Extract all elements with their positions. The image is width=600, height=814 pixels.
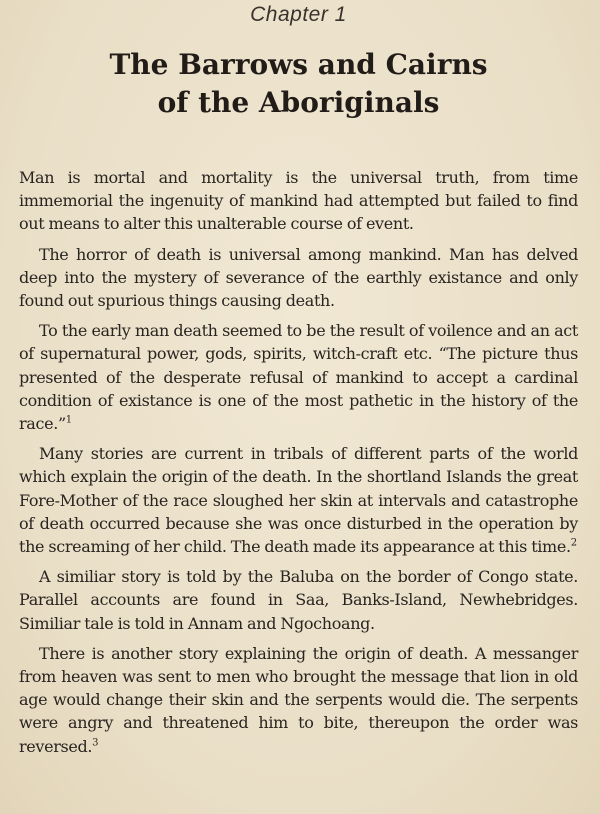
- paragraph-text: Many stories are current in tribals of different parts of the world which explain the origin of the death. In the shortland Islands the great Fore-Mother of the race sloughed her skin at intervals and catastrophe of death occurred because she was once disturbed in the operation by the screaming of her child. The death made its appearance at this time.: [19, 444, 578, 557]
- paragraph: [19, 243, 578, 313]
- chapter-label: Chapter 1: [250, 3, 347, 26]
- body-text: [19, 166, 578, 758]
- paragraph-text: To the early man death seemed to be the result of voilence and an act of supernatural power, gods, spirits, witch-craft etc. “The picture thus presented of the desperate refusal of mankind to accept a cardinal condition of existance is one of the most pathetic in the history of the race.”: [19, 321, 578, 434]
- paragraph-text: Man is mortal and mortality is the universal truth, from time immemorial the ingenuity of mankind had attempted but failed to find out means to alter this unalterable course of event.: [19, 168, 578, 234]
- paragraph: [19, 442, 578, 558]
- paragraph: [19, 565, 578, 635]
- paragraph: [19, 642, 578, 758]
- footnote-marker: 3: [92, 737, 99, 749]
- paragraph: [19, 166, 578, 236]
- footnote-marker: 2: [570, 537, 577, 549]
- paragraph: [19, 319, 578, 435]
- paragraph-text: A similiar story is told by the Baluba on the border of Congo state. Parallel accounts are found in Saa, Banks-Island, Newhebridges. Similiar tale is told in Annam and Ngochoang.: [19, 567, 578, 633]
- chapter-title-line-2: of the Aboriginals: [157, 86, 440, 119]
- book-page: [0, 3, 600, 814]
- paragraph-text: There is another story explaining the origin of death. A messanger from heaven was sent to men who brought the message that lion in old age would change their skin and the serpents would die. The serpents were angry and threatened him to bite, thereupon the order was reversed.: [19, 643, 578, 756]
- paragraph-text: The horror of death is universal among mankind. Man has delved deep into the mystery of severance of the earthly existance and only found out spurious things causing death.: [19, 244, 578, 311]
- chapter-title: [19, 46, 578, 122]
- footnote-marker: 1: [65, 414, 72, 426]
- chapter-title-line-1: The Barrows and Cairns: [109, 48, 488, 81]
